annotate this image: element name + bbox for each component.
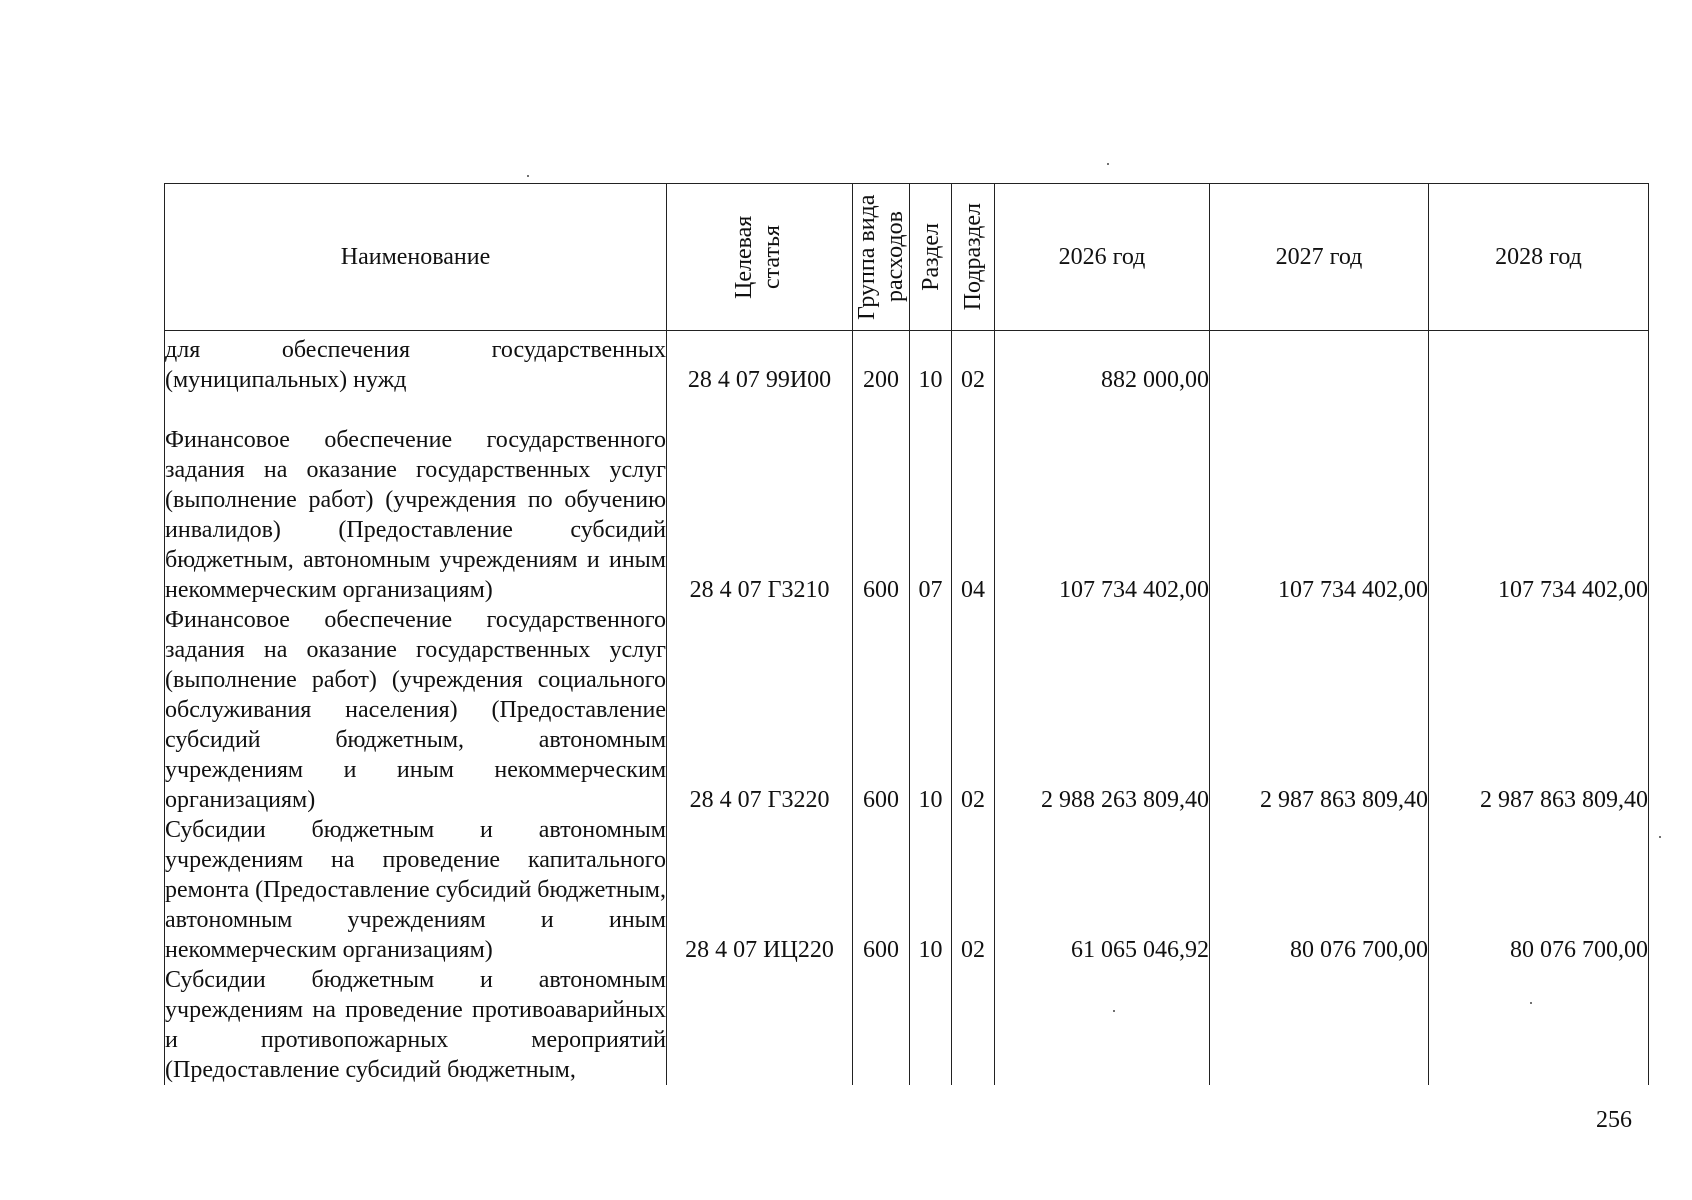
row-amount-2028: 80 076 700,00 bbox=[1429, 815, 1649, 965]
row-section: 10 bbox=[910, 605, 952, 815]
row-expense-group bbox=[853, 965, 910, 1085]
row-target-article: 28 4 07 Г3210 bbox=[667, 395, 853, 605]
row-amount-2027: 80 076 700,00 bbox=[1210, 815, 1429, 965]
row-target-article: 28 4 07 ИЦ220 bbox=[667, 815, 853, 965]
header-subsection: Подраздел bbox=[952, 184, 995, 331]
row-section: 10 bbox=[910, 331, 952, 395]
row-amount-2027: 107 734 402,00 bbox=[1210, 395, 1429, 605]
row-subsection: 04 bbox=[952, 395, 995, 605]
table-row bbox=[165, 965, 1649, 1085]
row-amount-2026: 2 988 263 809,40 bbox=[995, 605, 1210, 815]
row-target-article: 28 4 07 Г3220 bbox=[667, 605, 853, 815]
header-expense-group: Группа вида расходов bbox=[853, 184, 910, 331]
header-name: Наименование bbox=[165, 184, 667, 331]
row-subsection: 02 bbox=[952, 331, 995, 395]
row-subsection: 02 bbox=[952, 815, 995, 965]
row-amount-2027: 2 987 863 809,40 bbox=[1210, 605, 1429, 815]
table-row bbox=[165, 331, 1649, 395]
row-section bbox=[910, 965, 952, 1085]
row-amount-2028: 107 734 402,00 bbox=[1429, 395, 1649, 605]
header-year-2028: 2028 год bbox=[1429, 184, 1649, 331]
row-amount-2028: 2 987 863 809,40 bbox=[1429, 605, 1649, 815]
header-row bbox=[165, 184, 1649, 331]
row-target-article: 28 4 07 99И00 bbox=[667, 331, 853, 395]
header-section: Раздел bbox=[910, 184, 952, 331]
row-subsection bbox=[952, 965, 995, 1085]
row-amount-2026: 61 065 046,92 bbox=[995, 815, 1210, 965]
scan-speck bbox=[1659, 836, 1661, 838]
scan-speck bbox=[1113, 1010, 1115, 1012]
row-name: Субсидии бюджетным и автономным учреждениям на проведение противоаварийных и противопожарных мероприятий (Предоставление субсидий бюджетным, bbox=[165, 966, 666, 1083]
row-amount-2026 bbox=[995, 965, 1210, 1085]
row-amount-2027 bbox=[1210, 965, 1429, 1085]
budget-table bbox=[164, 183, 1649, 1085]
header-target-article: Целевая статья bbox=[667, 184, 853, 331]
row-amount-2026: 107 734 402,00 bbox=[995, 395, 1210, 605]
row-name: для обеспечения государственных (муниципальных) нужд bbox=[165, 331, 667, 395]
table-row bbox=[165, 395, 1649, 605]
row-amount-2027 bbox=[1210, 331, 1429, 395]
row-section: 10 bbox=[910, 815, 952, 965]
row-expense-group: 600 bbox=[853, 395, 910, 605]
row-expense-group: 200 bbox=[853, 331, 910, 395]
header-year-2026: 2026 год bbox=[995, 184, 1210, 331]
row-amount-2026: 882 000,00 bbox=[995, 331, 1210, 395]
row-name: Финансовое обеспечение государственного задания на оказание государственных услуг (выполнение работ) (учреждения социального обслуживания населения) (Предоставление субсидий бюджетным, автономным учреждениям и иным некоммерческим организациям) bbox=[165, 606, 666, 813]
row-expense-group: 600 bbox=[853, 815, 910, 965]
row-amount-2028 bbox=[1429, 331, 1649, 395]
page-number: 256 bbox=[1596, 1107, 1632, 1133]
row-amount-2028 bbox=[1429, 965, 1649, 1085]
header-year-2027: 2027 год bbox=[1210, 184, 1429, 331]
row-subsection: 02 bbox=[952, 605, 995, 815]
table-row bbox=[165, 815, 1649, 965]
row-expense-group: 600 bbox=[853, 605, 910, 815]
row-name: Субсидии бюджетным и автономным учреждениям на проведение капитального ремонта (Предоставление субсидий бюджетным, автономным учреждениям и иным некоммерческим организациям) bbox=[165, 816, 666, 963]
scan-speck bbox=[1530, 1002, 1532, 1004]
row-section: 07 bbox=[910, 395, 952, 605]
row-target-article bbox=[667, 965, 853, 1085]
scan-speck bbox=[1107, 163, 1109, 165]
table-row bbox=[165, 605, 1649, 815]
row-name: Финансовое обеспечение государственного задания на оказание государственных услуг (выполнение работ) (учреждения по обучению инвалидов) (Предоставление субсидий бюджетным, автономным учреждениям и иным некоммерческим организациям) bbox=[165, 395, 667, 605]
scan-speck bbox=[527, 175, 529, 177]
